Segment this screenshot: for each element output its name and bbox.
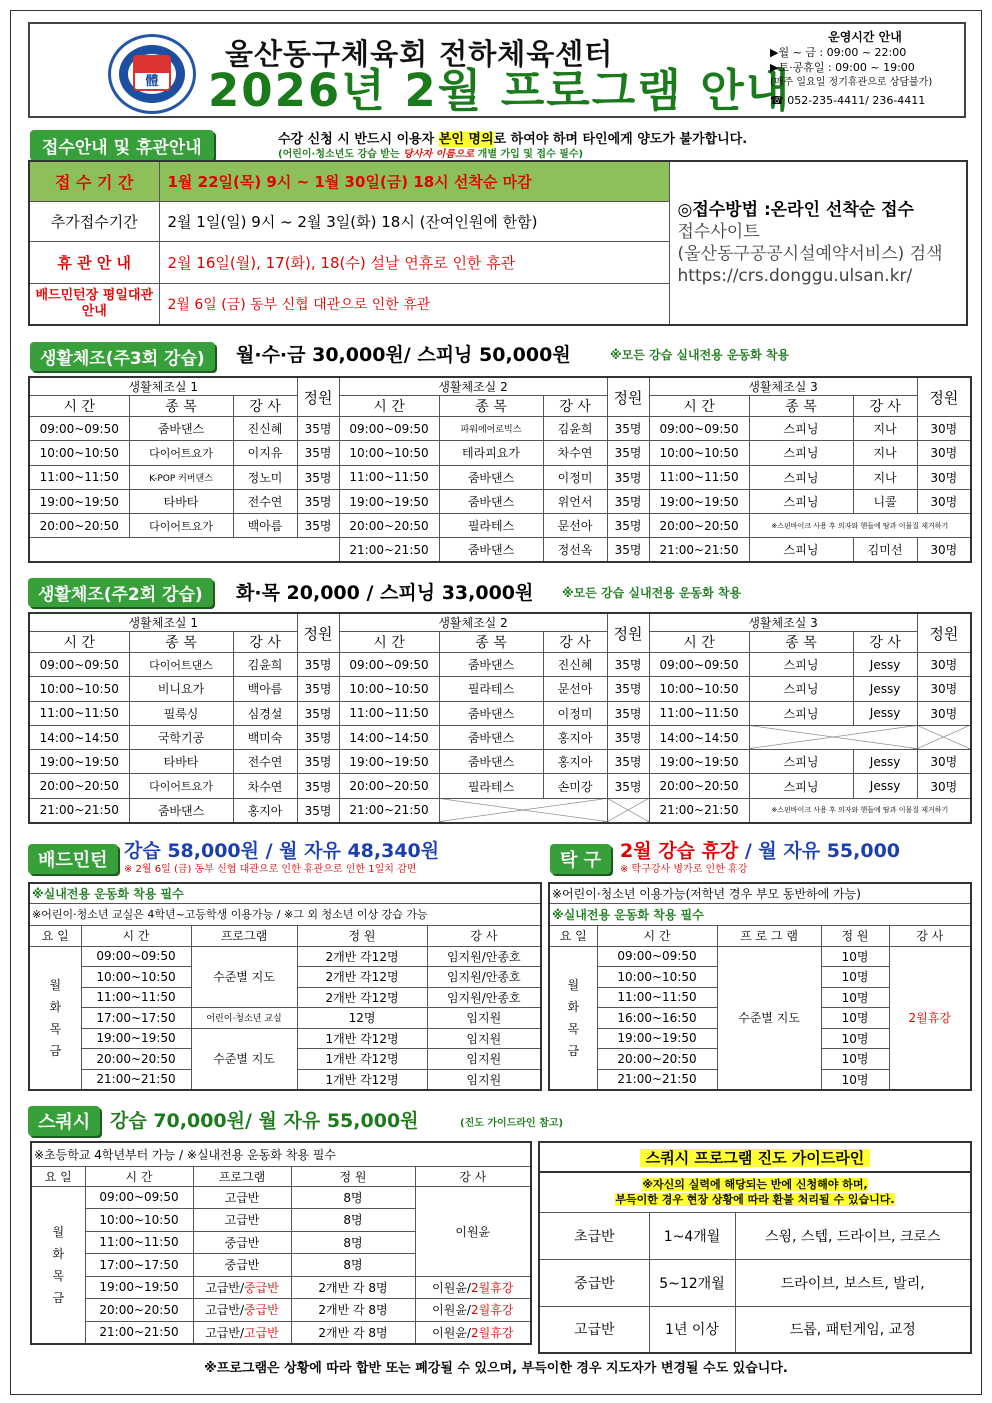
capacity-header: 정원	[297, 613, 339, 653]
schedule-row: 19:00~19:50 타바타 전수연 35명 19:00~19:50 줌바댄스 위언서 35명 19:00~19:50 스피닝 니콜 30명	[29, 489, 971, 513]
center-title: 울산동구체육회 전하체육센터	[225, 37, 614, 71]
room-header: 생활체조실 2	[339, 613, 607, 632]
fitness2-price: 화·목 20,000 / 스피닝 33,000원	[236, 582, 534, 604]
badminton-sub: ※ 2월 6일 (금) 동부 신협 대관으로 인한 휴관으로 인한 1일치 감면	[124, 864, 417, 875]
capacity-header: 정원	[607, 613, 649, 653]
page-header	[28, 22, 966, 118]
fitness3-label: 생활체조(주3회 강습)	[30, 342, 215, 371]
badminton-table: ※실내전용 운동화 착용 필수 ※어린이·청소년 교실은 4학년~고등학생 이용가능 / ※그 외 청소년 이상 강습 가능 요 일 시 간 프로그램 정 원 강 사 월 화 목 금 09:00~09:50 수준별 지도 2개반 각12명 임지원/안종호 10:00~10:50 2개반 각12명 임지원/안종호 11:00~11:50 2개반 각12명 임지원/안종호 17:00~17:50 어린이·청소년 교실 12명 임지원 19:00~19:50 수준별 지도 1개반 각12명 임지원 20:00~20:50 1개반 각12명 임지원 21:00~21:50 1개반 각12명 임지원	[28, 882, 542, 1091]
operating-hours: 운영시간 안내 ▶월 ~ 금 : 09:00 ~ 22:00 ▶토·공휴일 : 09:00 ~ 19:00 (매주 일요일 정기휴관으로 상담불가) ☎ 052-235-4411/ 236-4411	[770, 30, 960, 108]
squash-guideline-table: 스쿼시 프로그램 진도 가이드라인 ※자신의 실력에 해당되는 반에 신청해야 하며, 부득이한 경우 현장 상황에 따라 환불 처리될 수 있습니다. 초급반 1~4개월 스윙, 스텝, 드라이브, 크로스 중급반 5~12개월 드라이브, 보스트, 발리, 고급반 1년 이상 드롭, 패턴게임, 교정	[538, 1141, 972, 1354]
badminton-price: 강습 58,000원 / 월 자유 48,340원	[124, 840, 440, 862]
signup-notice: 수강 신청 시 반드시 이용자 본인 명의로 하여야 하며 타인에게 양도가 불가합니다.	[278, 132, 748, 147]
schedule-row: 11:00~11:50 K-POP 커버댄스 정노미 35명 11:00~11:50 줌바댄스 이정미 35명 11:00~11:50 스피닝 지나 30명	[29, 465, 971, 489]
capacity-header: 정원	[607, 377, 649, 417]
schedule-row: 10:00~10:50 비니요가 백아름 35명 10:00~10:50 필라테스 문선아 35명 10:00~10:50 스피닝 Jessy 30명	[29, 677, 971, 701]
schedule-row: 09:00~09:50 줌바댄스 진신혜 35명 09:00~09:50 파워에어로빅스 김윤희 35명 09:00~09:50 스피닝 지나 30명	[29, 417, 971, 441]
capacity-header: 정원	[917, 377, 971, 417]
capacity-header: 정원	[917, 613, 971, 653]
room-header: 생활체조실 2	[339, 377, 607, 396]
fitness3-table: 생활체조실 1 정원 생활체조실 2 정원 생활체조실 3 정원 시 간 종 목 강 사 시 간 종 목 강 사 시 간 종 목 강 사 09:00~09:50 줌바댄스 진신혜 35명 09:00~09:50 파워에어로빅스 김윤희 35명 09:00~09:50 스피닝 지나 30명 10:00~10:50 다이어트요가 이지유 35명 10:00~10:50 테라피요가 차수연 35명 10:00~10:50 스피닝 지나 30명 11:00~11:50 K-POP 커버댄스 정노미 35명 11:00~11:50 줌바댄스 이정미 35명 11:00~11:50 스피닝 지나 30명 19:00~19:50 타바타 전수연 35명 19:00~19:50 줌바댄스 위언서 35명 19:00~19:50 스피닝 니콜 30명 20:00~20:50 다이어트요가 백아름 35명 20:00~20:50 필라테스 문선아 35명 20:00~20:50 ※스핀바이크 사용 후 의자와 핸들에 땀과 이물질 제거하기 21:00~21:50 줌바댄스 정선옥 35명 21:00~21:50 스피닝 김미선 30명	[28, 376, 972, 563]
room-header: 생활체조실 1	[29, 613, 297, 632]
signup-subnotice: (어린이·청소년도 강습 받는 당사자 이름으로 개별 가입 및 접수 필수)	[278, 149, 584, 160]
fitness3-note: ※모든 강습 실내전용 운동화 착용	[610, 348, 790, 362]
schedule-row: 09:00~09:50 다이어트댄스 김윤희 35명 09:00~09:50 줌바댄스 진신혜 35명 09:00~09:50 스피닝 Jessy 30명	[29, 653, 971, 677]
schedule-row: 20:00~20:50 다이어트요가 차수연 35명 20:00~20:50 필라테스 손미강 35명 20:00~20:50 스피닝 Jessy 30명	[29, 774, 971, 798]
footer-note: ※프로그램은 상황에 따라 합반 또는 폐강될 수 있으며, 부득이한 경우 지도자가 변경될 수도 있습니다.	[204, 1361, 788, 1376]
program-title: 2026년 2월 프로그램 안내	[208, 64, 792, 117]
capacity-header: 정원	[297, 377, 339, 417]
fitness2-label: 생활체조(주2회 강습)	[28, 578, 213, 607]
schedule-row: 10:00~10:50 다이어트요가 이지유 35명 10:00~10:50 테라피요가 차수연 35명 10:00~10:50 스피닝 지나 30명	[29, 441, 971, 465]
fitness2-table: 생활체조실 1 정원 생활체조실 2 정원 생활체조실 3 정원 시 간 종 목 강 사 시 간 종 목 강 사 시 간 종 목 강 사 09:00~09:50 다이어트댄스 김윤희 35명 09:00~09:50 줌바댄스 진신혜 35명 09:00~09:50 스피닝 Jessy 30명 10:00~10:50 비니요가 백아름 35명 10:00~10:50 필라테스 문선아 35명 10:00~10:50 스피닝 Jessy 30명 11:00~11:50 필룩싱 심경설 35명 11:00~11:50 줌바댄스 이정미 35명 11:00~11:50 스피닝 Jessy 30명 14:00~14:50 국학기공 백미숙 35명 14:00~14:50 줌바댄스 홍지아 35명 14:00~14:50 19:00~19:50 타바타 전수연 35명 19:00~19:50 줌바댄스 홍지아 35명 19:00~19:50 스피닝 Jessy 30명 20:00~20:50 다이어트요가 차수연 35명 20:00~20:50 필라테스 손미강 35명 20:00~20:50 스피닝 Jessy 30명 21:00~21:50 줌바댄스 홍지아 35명 21:00~21:50 21:00~21:50 ※스핀바이크 사용 후 의자와 핸들에 땀과 이물질 제거하기	[28, 612, 972, 824]
tabletennis-label: 탁 구	[550, 844, 611, 874]
room-header: 생활체조실 3	[649, 377, 917, 396]
squash-label: 스쿼시	[28, 1106, 100, 1136]
schedule-row: 14:00~14:50 국학기공 백미숙 35명 14:00~14:50 줌바댄스 홍지아 35명 14:00~14:50	[29, 725, 971, 749]
signup-info-table: 접 수 기 간 1월 22일(목) 9시 ~ 1월 30일(금) 18시 선착순 마감 ◎접수방법 :온라인 선착순 접수 접수사이트 (울산동구공공시설예약서비스) 검색 https://crs.donggu.ulsan.kr/ 추가접수기간 2월 1일(일) 9시 ~ 2월 3일(화) 18시 (잔여인원에 한함) 휴 관 안 내 2월 16일(월), 17(화), 18(수) 설날 연휴로 인한 휴관 배드민턴장 평일대관안내 2월 6일 (금) 동부 신협 대관으로 인한 휴관	[28, 160, 968, 326]
squash-table: ※초등학교 4학년부터 가능 / ※실내전용 운동화 착용 필수 요 일 시 간 프로그램 정 원 강 사 월 화 목 금 09:00~09:50 고급반 8명 이원윤 10:00~10:50 고급반 8명 11:00~11:50 중급반 8명 17:00~17:50 중급반 8명 19:00~19:50 고급반/중급반 2개반 각 8명 이원윤/2월휴강 20:00~20:50 고급반/중급반 2개반 각 8명 이원윤/2월휴강 21:00~21:50 고급반/고급반 2개반 각 8명 이원윤/2월휴강	[30, 1141, 532, 1345]
tabletennis-price: 2월 강습 휴강 / 월 자유 55,000	[620, 840, 901, 862]
fitness2-note: ※모든 강습 실내전용 운동화 착용	[562, 586, 742, 600]
schedule-row: 21:00~21:50 줌바댄스 홍지아 35명 21:00~21:50 21:00~21:50 ※스핀바이크 사용 후 의자와 핸들에 땀과 이물질 제거하기	[29, 798, 971, 822]
room-header: 생활체조실 3	[649, 613, 917, 632]
badminton-label: 배드민턴	[28, 844, 118, 874]
room-header: 생활체조실 1	[29, 377, 297, 396]
tabletennis-sub: ※ 탁구강사 병가로 인한 휴강	[620, 864, 748, 875]
squash-sub: (진도 가이드라인 참고)	[460, 1118, 564, 1129]
tabletennis-table: ※어린이·청소년 이용가능(저학년 경우 부모 동반하에 가능) ※실내전용 운동화 착용 필수 요 일 시 간 프 로 그 램 정 원 강 사 월 화 목 금 09:00~09:50 수준별 지도 10명 2월휴강 10:00~10:50 10명 11:00~11:50 10명 16:00~16:50 10명 19:00~19:50 10명 20:00~20:50 10명 21:00~21:50 10명	[548, 882, 972, 1091]
reservation-url[interactable]: https://crs.donggu.ulsan.kr/	[677, 266, 913, 286]
signup-section-label: 접수안내 및 휴관안내	[30, 130, 214, 161]
signup-method: ◎접수방법 :온라인 선착순 접수 접수사이트 (울산동구공공시설예약서비스) 검색 https://crs.donggu.ulsan.kr/	[669, 161, 967, 325]
squash-price: 강습 70,000원/ 월 자유 55,000원	[110, 1110, 419, 1132]
schedule-row: 21:00~21:50 줌바댄스 정선옥 35명 21:00~21:50 스피닝 김미선 30명	[29, 538, 971, 562]
schedule-row: 20:00~20:50 다이어트요가 백아름 35명 20:00~20:50 필라테스 문선아 35명 20:00~20:50 ※스핀바이크 사용 후 의자와 핸들에 땀과 이물질 제거하기	[29, 514, 971, 538]
ulsan-donggu-sports-council-logo: 體	[108, 34, 196, 114]
schedule-row: 11:00~11:50 필룩싱 심경설 35명 11:00~11:50 줌바댄스 이정미 35명 11:00~11:50 스피닝 Jessy 30명	[29, 701, 971, 725]
phone-number: ☎ 052-235-4411/ 236-4411	[770, 94, 926, 107]
fitness3-price: 월·수·금 30,000원/ 스피닝 50,000원	[236, 344, 571, 366]
schedule-row: 19:00~19:50 타바타 전수연 35명 19:00~19:50 줌바댄스 홍지아 35명 19:00~19:50 스피닝 Jessy 30명	[29, 750, 971, 774]
